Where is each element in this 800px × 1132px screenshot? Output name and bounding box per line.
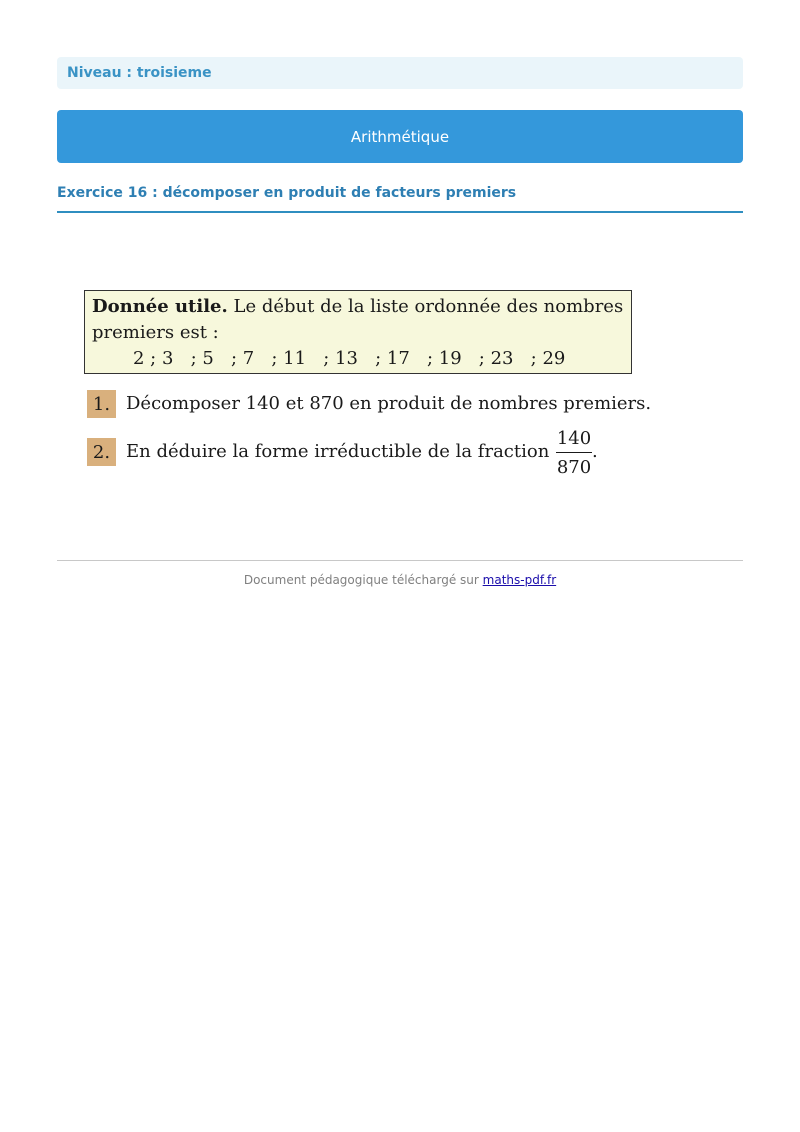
useful-data-box (84, 290, 632, 374)
footer-text: Document pédagogique téléchargé sur (243, 573, 479, 587)
question-2-end: . (592, 441, 598, 462)
question-2-text: En déduire la forme irréductible de la fraction (126, 441, 550, 462)
useful-data-line1 (92, 294, 631, 320)
question-2-number: 2. (87, 438, 116, 466)
footer-divider (57, 560, 743, 561)
theme-title: Arithmétique (350, 127, 450, 146)
question-1-number: 1. (87, 390, 116, 418)
fraction (556, 428, 592, 479)
theme-banner (57, 110, 743, 163)
question-1-text: Décomposer 140 et 870 en produit de nombres premiers. (126, 393, 652, 414)
useful-data-text1: Le début de la liste ordonnée des nombres (233, 296, 624, 317)
useful-data-text2: premiers est : (92, 322, 219, 343)
primes-list: 2 ; 3 ; 5 ; 7 ; 11 ; 13 ; 17 ; 19 ; 23 ; 29 (133, 348, 566, 369)
question-2 (84, 428, 684, 486)
level-label: Niveau : troisieme (67, 65, 212, 81)
footer (57, 573, 743, 587)
question-1 (84, 390, 684, 420)
level-bar (57, 57, 743, 89)
footer-link[interactable]: maths-pdf.fr (482, 573, 557, 587)
exercise-content (84, 290, 684, 486)
useful-data-lead: Donnée utile. (92, 296, 228, 317)
exercise-title: Exercice 16 : décomposer en produit de facteurs premiers (57, 185, 743, 213)
fraction-numerator: 140 (556, 428, 592, 453)
fraction-denominator: 870 (556, 457, 592, 478)
